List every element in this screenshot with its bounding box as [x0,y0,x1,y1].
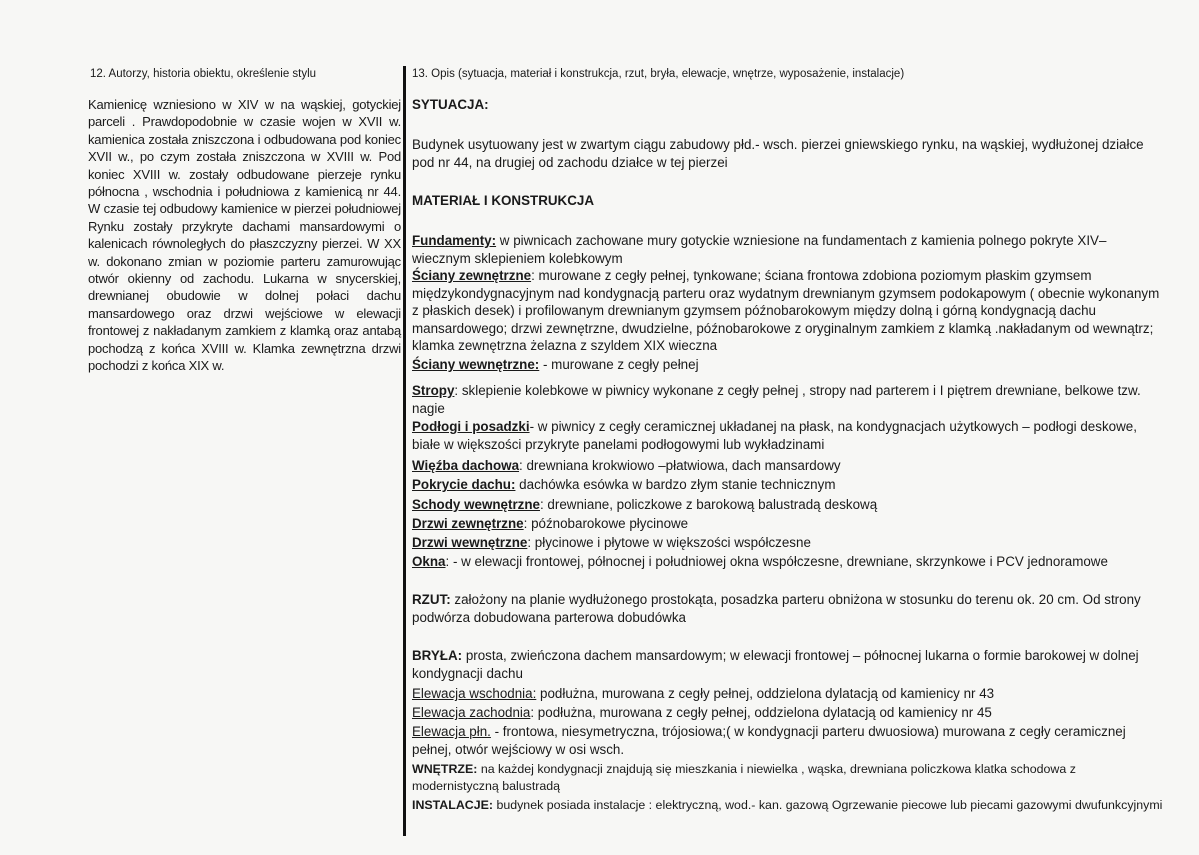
history-text: Kamienicę wzniesiono w XIV w na wąskiej, gotyckiej parceli . Prawdopodobnie w czasie wojen w XVII w. kamienica została zniszczona i odbudowana pod koniec XVII w., po czym została zniszczona w XVIII w. Pod koniec XVIII w. zostały odbudowane pierzeje rynku północna , wschodnia i południowa z kamienicą nr 44. W czasie tej odbudowy kamienice w pierzei południowej Rynku zostały przykryte dachami mansardowymi o kalenicach równoległych do płaszczyzny pierzei. W XX w. dokonano zmian w poziomie parteru zamurowując otwór okienny od zachodu. Lukarna w snycerskiej, drewnianej obudowie w dolnej połaci dachu mansardowego oraz drzwi wejściowe w elewacji frontowej z nakładanym zamkiem z klamką oraz antabą pochodzą z końca XVIII w. Klamka zewnętrzna drzwi pochodzi z końca XIX w. [88,97,401,374]
elevation-item: Elewacja wschodnia: podłużna, murowana z cegły pełnej, oddzielona dylatacją od kamienicy nr 43 [412,686,995,701]
material-item: Więźba dachowa: drewniana krokwiowo –płatwiowa, dach mansardowy [412,458,841,473]
material-item: Ściany zewnętrzne: murowane z cegły pełnej, tynkowane; ściana frontowa zdobiona poziomym płaskim gzymsem międzykondygnacyjnym nad kondygnacją parteru oraz wydatnym drewnianym gzymsem podokapowym ( obecnie wykonanym z płaskich desek) i profilowanym drewnianym gzymsem późnobarokowym między dolną i górną kondygnacją dachu mansardowego; drzwi zewnętrzne, dwudzielne, późnobarokowe z oryginalnym zamkiem z klamką .nakładanym od wewnątrz; klamka zewnętrzna żelazna z szyldem XIX wieczna [412,268,1160,354]
material-item: Fundamenty: w piwnicach zachowane mury gotyckie wzniesione na fundamentach z kamienia polnego pokryte XIV– wiecznym sklepieniem kolebkowym [412,233,1107,266]
material-item: Drzwi wewnętrzne: płycinowe i płytowe w większości współczesne [412,535,811,550]
left-column [88,64,402,374]
right-column [412,64,1164,812]
elevation-item: Elewacja płn. - frontowa, niesymetryczna, trójosiowa;( w kondygnacji parteru dwuosiowa) murowana z cegły ceramicznej pełnej, otwór wejściowy w osi wsch. [412,724,1126,757]
material-item: Pokrycie dachu: dachówka esówka w bardzo złym stanie technicznym [412,477,836,492]
left-section-header: 12. Autorzy, historia obiektu, określenie stylu [90,68,317,80]
bryla-section: BRYŁA: prosta, zwieńczona dachem mansardowym; w elewacji frontowej – północnej lukarna o formie barokowej w dolnej kondygnacji dachu [412,648,1139,681]
sytuacja-heading: SYTUACJA: [412,97,489,112]
rzut-section: RZUT: założony na planie wydłużonego prostokąta, posadzka parteru obniżona w stosunku do terenu ok. 20 cm. Od strony podwórza dobudowana parterowa dobudówka [412,592,1141,625]
material-heading: MATERIAŁ I KONSTRUKCJA [412,193,595,208]
column-divider [403,66,406,836]
wnetrze-section: WNĘTRZE: na każdej kondygnacji znajdują się mieszkania i niewielka , wąska, drewniana policzkowa klatka schodowa z modernistyczną balustradą [412,762,1076,794]
material-item: Podłogi i posadzki- w piwnicy z cegły ceramicznej układanej na płask, na kondygnacjach użytkowych – podłogi deskowe, białe w większości przykryte panelami podłogowymi lub wykładzinami [412,419,1137,452]
material-item: Okna: - w elewacji frontowej, północnej i południowej okna współczesne, drewniane, skrzynkowe i PCV jednoramowe [412,554,1108,569]
instalacje-section: INSTALACJE: budynek posiada instalacje : elektryczną, wod.- kan. gazową Ogrzewanie piecowe lub piecami gazowymi dwufunkcyjnymi [412,798,1163,812]
material-item: Ściany wewnętrzne: - murowane z cegły pełnej [412,357,699,372]
elevation-item: Elewacja zachodnia: podłużna, murowana z cegły pełnej, oddzielona dylatacją od kamienicy nr 45 [412,705,992,720]
sytuacja-text: Budynek usytuowany jest w zwartym ciągu zabudowy płd.- wsch. pierzei gniewskiego rynku, na wąskiej, wydłużonej działce pod nr 44, na drugiej od zachodu działce w tej pierzei [412,137,1144,170]
material-item: Stropy: sklepienie kolebkowe w piwnicy wykonane z cegły pełnej , stropy nad parterem i I piętrem drewniane, belkowe tzw. nagie [412,383,1141,416]
material-item: Schody wewnętrzne: drewniane, policzkowe z barokową balustradą deskową [412,497,878,512]
right-section-header: 13. Opis (sytuacja, materiał i konstrukcja, rzut, bryła, elewacje, wnętrze, wyposażenie, instalacje) [412,68,905,80]
material-item: Drzwi zewnętrzne: późnobarokowe płycinowe [412,516,689,531]
